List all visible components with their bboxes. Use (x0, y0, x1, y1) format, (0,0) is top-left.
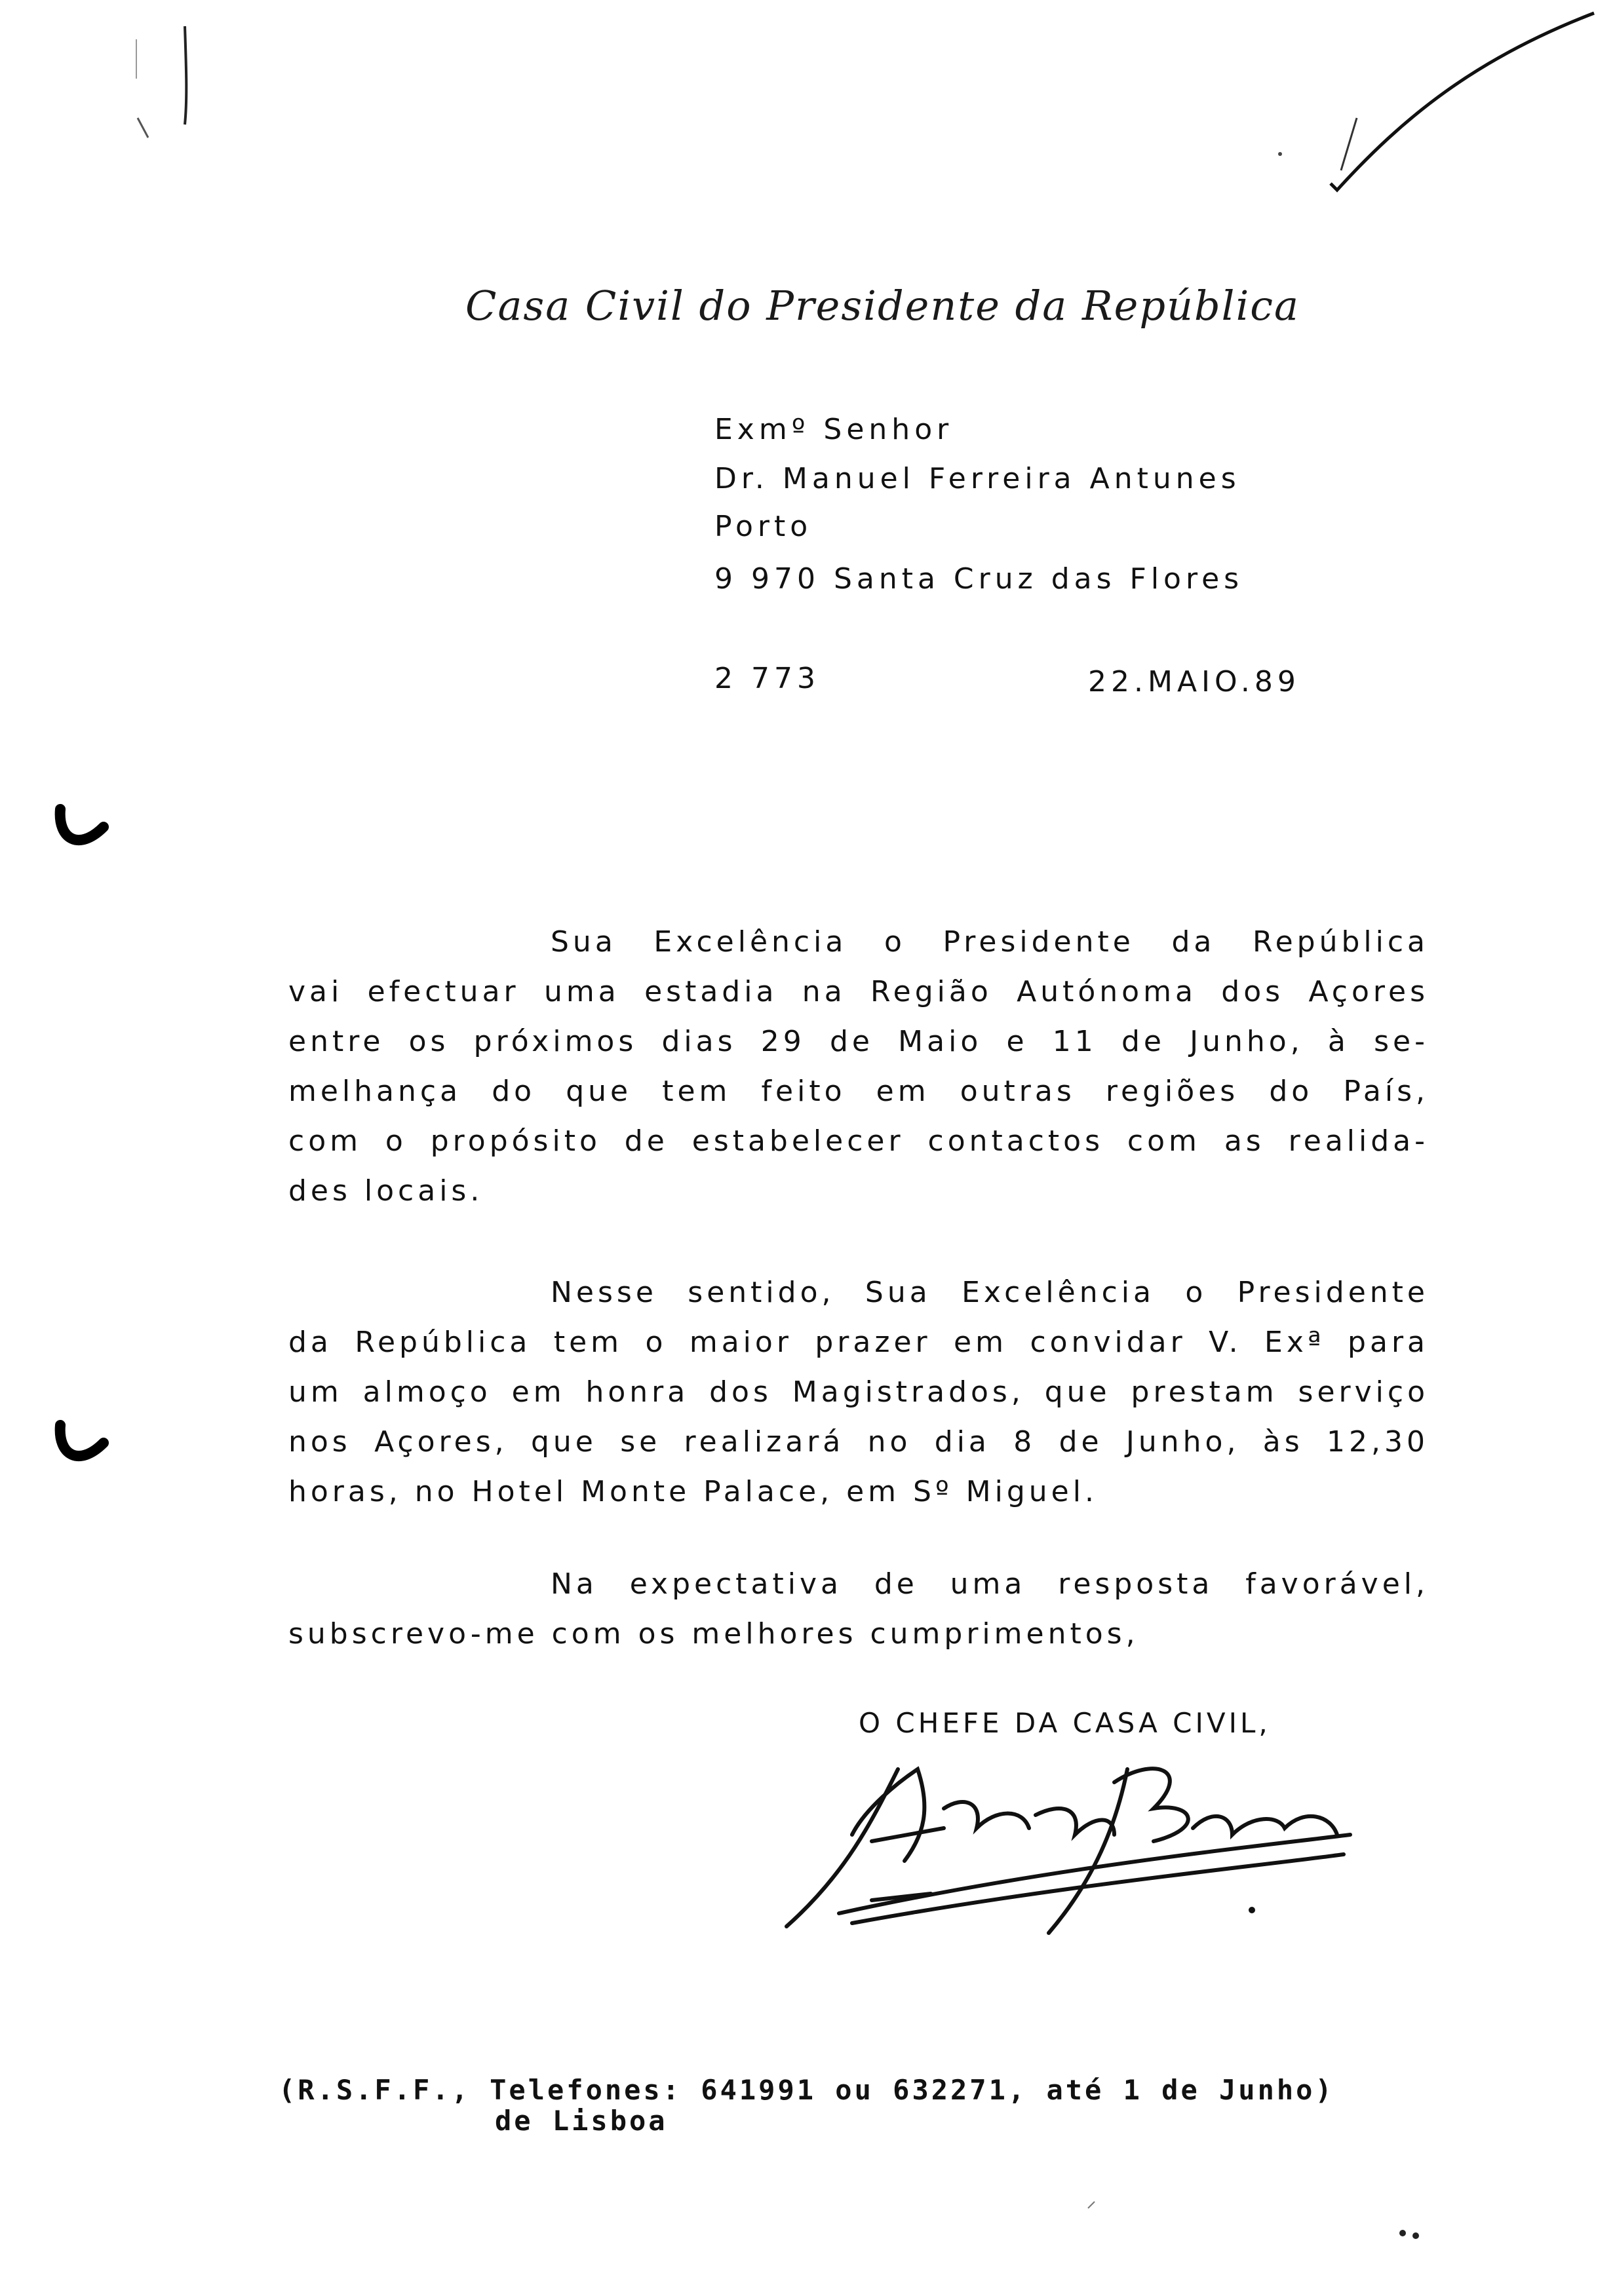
closing-title: O CHEFE DA CASA CIVIL, (859, 1707, 1271, 1739)
ink-dot (1399, 2230, 1406, 2236)
recipient-line4: 9 970 Santa Cruz das Flores (714, 562, 1244, 596)
paragraph-line: des locais. (288, 1174, 484, 1208)
paragraph-line: horas, no Hotel Monte Palace, em Sº Miguel. (288, 1475, 1098, 1508)
footer-location: de Lisboa (495, 2105, 668, 2137)
body-paragraph-3 (288, 1559, 1429, 1659)
paragraph-line: entre os próximos dias 29 de Maio e 11 de Junho, à se- (288, 1025, 1429, 1058)
ink-dot (1249, 1907, 1255, 1913)
ink-dot (1278, 152, 1282, 156)
check-mark-icon (1341, 118, 1357, 170)
punch-hole-icon (60, 1425, 104, 1456)
margin-mark (138, 118, 148, 138)
margin-mark (185, 26, 186, 124)
letter-date: 22.MAIO.89 (1088, 665, 1300, 698)
signature-icon (787, 1769, 1350, 1933)
paragraph-line: Sua Excelência o Presidente da República (551, 925, 1429, 959)
recipient-name: Dr. Manuel Ferreira Antunes (714, 462, 1241, 495)
reference-number: 2 773 (714, 662, 820, 695)
ink-dot (1412, 2232, 1419, 2239)
body-paragraph-2 (288, 1268, 1429, 1517)
footer-contact: (R.S.F.F., Telefones: 641991 ou 632271, até 1 de Junho) (279, 2074, 1334, 2106)
recipient-salutation: Exmº Senhor (714, 413, 954, 446)
punch-hole-icon (60, 809, 104, 840)
recipient-line3: Porto (714, 510, 813, 543)
paragraph-line: Na expectativa de uma resposta favorável, (551, 1567, 1429, 1601)
paragraph-line: nos Açores, que se realizará no dia 8 de Junho, às 12,30 (288, 1425, 1429, 1459)
check-mark-icon (1331, 13, 1594, 190)
paragraph-line: melhança do que tem feito em outras regiões do País, (288, 1075, 1429, 1108)
paragraph-line: um almoço em honra dos Magistrados, que prestam serviço (288, 1375, 1429, 1409)
body-paragraph-1 (288, 917, 1429, 1216)
paragraph-line: com o propósito de estabelecer contactos com as realida- (288, 1124, 1429, 1158)
paragraph-line: vai efectuar uma estadia na Região Autónoma dos Açores (288, 975, 1429, 1008)
paragraph-line: da República tem o maior prazer em convidar V. Exª para (288, 1326, 1429, 1359)
paragraph-line: subscrevo-me com os melhores cumprimentos, (288, 1617, 1139, 1651)
letterhead: Casa Civil do Presidente da República (465, 282, 1300, 330)
ink-mark (1088, 2202, 1095, 2208)
paragraph-line: Nesse sentido, Sua Excelência o Presidente (551, 1276, 1429, 1309)
